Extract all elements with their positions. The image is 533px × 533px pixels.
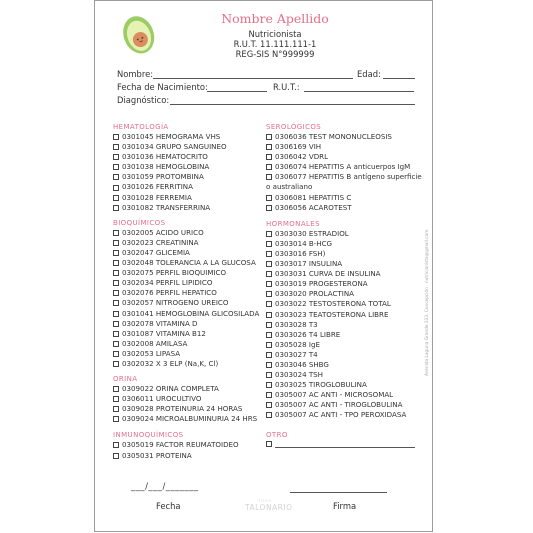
exam-item (266, 289, 428, 299)
exam-label: 0302048 TOLERANCIA A LA GLUCOSA (122, 258, 256, 268)
exam-label: 0301036 HEMATOCRITO (122, 152, 208, 162)
checkbox[interactable] (113, 406, 119, 412)
checkbox[interactable] (113, 416, 119, 422)
exam-label: 0302053 LIPASA (122, 348, 181, 358)
exam-label: 0301082 TRANSFERRINA (122, 202, 211, 212)
diagnosis-label: Diagnóstico: (117, 95, 170, 105)
exam-item (266, 279, 428, 289)
checkbox[interactable] (113, 386, 119, 392)
section-title-orina: ORINA (113, 375, 138, 384)
exam-label: 0301034 GRUPO SANGUINEO (122, 142, 227, 152)
exam-item (113, 394, 271, 404)
exam-item (266, 299, 428, 309)
checkbox[interactable] (266, 174, 272, 180)
exam-label: 0301087 VITAMINA B12 (122, 328, 206, 338)
checkbox[interactable] (266, 312, 272, 318)
dob-line[interactable] (207, 91, 267, 92)
exam-label: 0302047 GLICEMIA (122, 247, 190, 257)
list-serologicos (266, 132, 428, 182)
exam-label: 0305007 AC ANTI - MICROSOMAL (275, 390, 394, 400)
checkbox[interactable] (113, 396, 119, 402)
exam-label: 0303031 CURVA DE INSULINA (275, 269, 381, 279)
exam-label: 0306011 UROCULTIVO (122, 394, 202, 404)
right-column (266, 122, 428, 448)
checkbox[interactable] (113, 260, 119, 266)
list-serologicos-2 (266, 193, 428, 213)
exam-item (266, 249, 428, 259)
otro-line[interactable] (275, 440, 415, 448)
checkbox[interactable] (266, 372, 272, 378)
checkbox[interactable] (113, 442, 119, 448)
checkbox[interactable] (113, 321, 119, 327)
exam-label: 0301059 PROTOMBINA (122, 172, 204, 182)
exam-item (266, 142, 428, 152)
exam-item (113, 258, 271, 268)
exam-label: 0306077 HEPATITIS B antígeno superficie (275, 172, 422, 182)
exam-item (113, 268, 271, 278)
exam-label: 0306056 ACAROTEST (275, 202, 352, 212)
exam-label: 0303024 TSH (275, 370, 324, 380)
age-label: Edad: (357, 69, 381, 79)
checkbox[interactable] (113, 453, 119, 459)
date-blank[interactable]: ___/___/_______ (131, 481, 199, 491)
checkbox[interactable] (266, 412, 272, 418)
registration-number: REG-SIS N°999999 (235, 49, 315, 59)
checkbox[interactable] (266, 441, 272, 447)
exam-label: 0303027 T4 (275, 349, 318, 359)
exam-label: 0306042 VDRL (275, 152, 329, 162)
checkbox[interactable] (266, 352, 272, 358)
exam-item (266, 380, 428, 390)
exam-label: 0305019 FACTOR REUMATOIDEO (122, 440, 239, 450)
exam-item (266, 152, 428, 162)
exam-item (113, 238, 271, 248)
brand-logo (245, 499, 293, 512)
otro-item (266, 440, 428, 448)
checkbox[interactable] (266, 392, 272, 398)
checkbox[interactable] (113, 195, 119, 201)
checkbox[interactable] (113, 174, 119, 180)
age-line[interactable] (383, 78, 415, 79)
exam-item (266, 330, 428, 340)
exam-item (266, 259, 428, 269)
exam-item (266, 229, 428, 239)
exam-item (266, 320, 428, 330)
list-bioquimicos (113, 228, 271, 369)
exam-label: 0302057 NITROGENO UREICO (122, 298, 229, 308)
patient-name-label: Nombre: (117, 69, 154, 79)
checkbox[interactable] (113, 331, 119, 337)
checkbox[interactable] (113, 311, 119, 317)
exam-item (113, 193, 271, 203)
prescription-sheet (94, 0, 433, 532)
contact-text: Avenida Laguna Grande 333, Concepción · nutricionista@gmail.com (425, 229, 430, 376)
exam-item (266, 410, 428, 420)
exam-label: 0302076 PERFIL HEPATICO (122, 288, 217, 298)
checkbox[interactable] (266, 154, 272, 160)
checkbox[interactable] (266, 402, 272, 408)
exam-item (113, 298, 271, 308)
exam-label: 0309028 PROTEINURIA 24 HORAS (122, 404, 243, 414)
checkbox[interactable] (266, 144, 272, 150)
checkbox[interactable] (266, 134, 272, 140)
exam-label: 0303020 PROLACTINA (275, 289, 355, 299)
patient-rut-line[interactable] (304, 91, 414, 92)
exam-item (113, 182, 271, 192)
exam-item (113, 132, 271, 142)
patient-name-line[interactable] (153, 78, 353, 79)
section-title-otro: OTRO (266, 430, 288, 439)
diagnosis-line[interactable] (170, 104, 415, 105)
exam-item (266, 269, 428, 279)
exam-label: 0303014 B-HCG (275, 238, 333, 248)
exam-item (113, 142, 271, 152)
exam-item (266, 360, 428, 370)
exam-label: 0303028 T3 (275, 319, 318, 329)
exam-label: 0305028 IgE (275, 339, 320, 349)
exam-label: 0303016 FSH) (275, 248, 326, 258)
list-inmunoquimicos (113, 440, 271, 460)
checkbox[interactable] (113, 290, 119, 296)
checkbox[interactable] (113, 164, 119, 170)
exam-item (113, 359, 271, 369)
exam-label: 0306036 TEST MONONUCLEOSIS (275, 132, 392, 141)
exam-label: 0301045 HEMOGRAMA VHS (122, 132, 221, 141)
exam-item (266, 162, 428, 172)
exam-label: 0302032 X 3 ELP (Na,K, Cl) (122, 358, 219, 368)
checkbox[interactable] (113, 351, 119, 357)
exam-item (266, 340, 428, 350)
exam-label: 0306074 HEPATITIS A anticuerpos IgM (275, 162, 411, 172)
checkbox[interactable] (113, 280, 119, 286)
checkbox[interactable] (266, 241, 272, 247)
section-title-serologicos: SEROLÓGICOS (266, 123, 322, 131)
exam-label: 0303017 INSULINA (275, 259, 343, 269)
dob-label: Fecha de Nacimiento: (117, 82, 208, 92)
checkbox[interactable] (113, 270, 119, 276)
checkbox[interactable] (266, 342, 272, 348)
left-column (113, 122, 271, 461)
exam-label: 0306169 VIH (275, 142, 322, 152)
exam-label: 0302034 PERFIL LIPIDICO (122, 278, 213, 288)
exam-item (113, 319, 271, 329)
exam-label: 0303023 TEATOSTERONA LIBRE (275, 309, 389, 319)
exam-label: 0305007 AC ANTI - TPO PEROXIDASA (275, 410, 407, 420)
exam-label: 0303026 T4 LIBRE (275, 329, 341, 339)
profession: Nutricionista (248, 29, 302, 39)
checkbox[interactable] (266, 291, 272, 297)
checkbox[interactable] (113, 134, 119, 140)
checkbox[interactable] (113, 205, 119, 211)
checkbox[interactable] (266, 382, 272, 388)
exam-item (266, 203, 428, 213)
checkbox[interactable] (113, 361, 119, 367)
exam-label: 0303030 ESTRADIOL (275, 228, 349, 238)
checkbox[interactable] (113, 154, 119, 160)
wrap-text: o australiano (266, 182, 313, 192)
exam-item (113, 172, 271, 182)
patient-rut-label: R.U.T.: (273, 82, 300, 92)
exam-item (266, 239, 428, 249)
exam-label: 0301041 HEMOGLOBINA GLICOSILADA (122, 308, 260, 318)
exam-label: 0305031 PROTEINA (122, 450, 192, 460)
date-label: Fecha (156, 501, 181, 511)
exam-item (266, 370, 428, 380)
exam-label: 0303046 SHBG (275, 359, 329, 369)
exam-label: 0303025 TIROGLOBULINA (275, 380, 367, 390)
exam-label: 0309024 MICROALBUMINURIA 24 HRS (122, 414, 258, 424)
list-hematologia (113, 132, 271, 213)
professional-name: Nombre Apellido (221, 11, 329, 26)
exam-item (113, 248, 271, 258)
list-orina (113, 384, 271, 424)
checkbox[interactable] (266, 362, 272, 368)
checkbox[interactable] (266, 195, 272, 201)
list-hormonales (266, 229, 428, 421)
checkbox[interactable] (266, 164, 272, 170)
checkbox[interactable] (266, 301, 272, 307)
exam-item (113, 384, 271, 394)
checkbox[interactable] (113, 240, 119, 246)
exam-item (113, 162, 271, 172)
exam-item (113, 339, 271, 349)
exam-item (113, 152, 271, 162)
exam-label: 0306081 HEPATITIS C (275, 192, 352, 202)
exam-label: 0305007 AC ANTI - TIROGLOBULINA (275, 400, 403, 410)
exam-item (266, 132, 428, 142)
exam-label: 0302023 CREATININA (122, 237, 199, 247)
checkbox[interactable] (266, 251, 272, 257)
exam-item (113, 451, 271, 461)
contact-sidebar (421, 161, 431, 381)
signature-line[interactable] (290, 492, 387, 493)
brand-main-text: TALONARIO (245, 503, 293, 512)
exam-item (113, 404, 271, 414)
checkbox[interactable] (266, 271, 272, 277)
exam-item (113, 203, 271, 213)
checkbox[interactable] (113, 341, 119, 347)
exam-item (113, 414, 271, 424)
exam-label: 0303022 TESTOSTERONA TOTAL (275, 299, 391, 309)
professional-rut: R.U.T. 11.111.111-1 (233, 39, 317, 49)
exam-label: 0301028 FERREMIA (122, 192, 192, 202)
section-title-hormonales: HORMONALES (266, 219, 320, 228)
exam-item (266, 193, 428, 203)
checkbox[interactable] (113, 185, 119, 191)
checkbox[interactable] (113, 230, 119, 236)
section-title-inmunoquimicos: INMUNOQUÍMICOS (113, 431, 184, 440)
exam-label: 0302075 PERFIL BIOQUIMICO (122, 268, 227, 278)
exam-item (266, 172, 428, 182)
exam-item (113, 349, 271, 359)
exam-item (113, 329, 271, 339)
exam-item (113, 278, 271, 288)
exam-label: 0303019 PROGESTERONA (275, 279, 368, 289)
exam-label: 0301026 FERRITINA (122, 182, 193, 192)
checkbox[interactable] (266, 332, 272, 338)
exam-item (266, 350, 428, 360)
exam-item (266, 310, 428, 320)
exam-label: 0302008 AMILASA (122, 338, 188, 348)
exam-label: 0302078 VITAMINA D (122, 318, 198, 328)
exam-item (113, 228, 271, 238)
checkbox[interactable] (113, 144, 119, 150)
checkbox[interactable] (266, 261, 272, 267)
brand-top-text: TUSO (258, 499, 272, 503)
checkbox[interactable] (113, 250, 119, 256)
exam-label: 0301038 HEMOGLOBINA (122, 162, 210, 172)
exam-item (113, 440, 271, 450)
exam-item (113, 309, 271, 319)
section-title-hematologia: HEMATOLOGÍA (113, 123, 169, 131)
exam-label: 0309022 ORINA COMPLETA (122, 384, 219, 394)
exam-item (113, 288, 271, 298)
checkbox[interactable] (266, 231, 272, 237)
signature-label: Firma (333, 501, 357, 511)
checkbox[interactable] (266, 322, 272, 328)
section-title-bioquimicos: BIOQUÍMICOS (113, 218, 166, 227)
exam-item (266, 390, 428, 400)
checkbox[interactable] (266, 205, 272, 211)
checkbox[interactable] (113, 300, 119, 306)
exam-item (266, 400, 428, 410)
avocado-logo-icon (118, 7, 158, 57)
exam-label: 0302005 ACIDO URICO (122, 227, 204, 237)
checkbox[interactable] (266, 281, 272, 287)
